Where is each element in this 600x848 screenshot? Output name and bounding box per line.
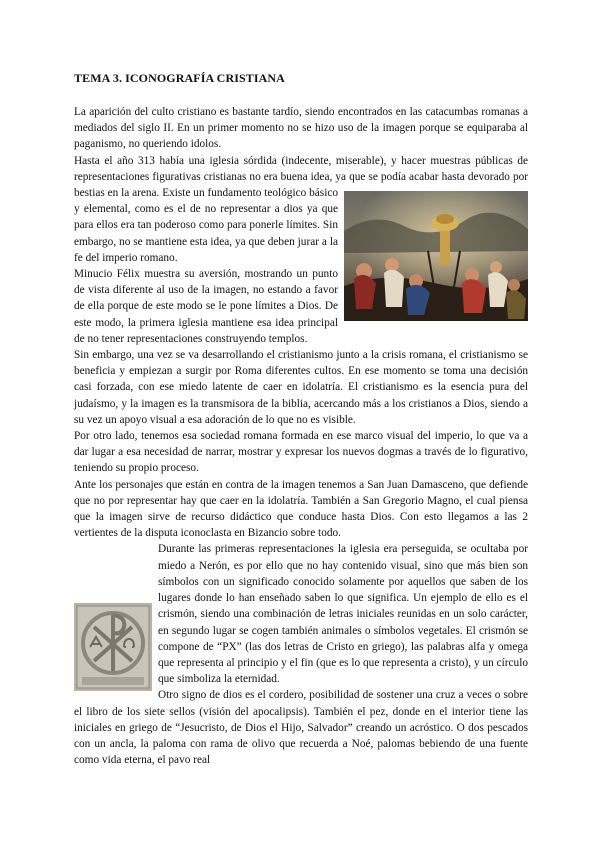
paragraph-2: Hasta el año 313 había una iglesia sórdida (indecente, miserable), y hacer muestras públicas de representaciones figurativas cristianas no era buena idea, ya que se podía acabar hasta devorado por bestias en la arena. Existe un fundamento teológico básico y elemental, como es el de no representar a dios ya que para ellos era tan poderoso como para ponerle límites. Sin embargo, no se mantiene esta idea, ya que deben jurar a la fe del imperio romano.: [74, 154, 528, 264]
paragraph-3: Minucio Félix muestra su aversión, mostrando un punto de vista diferente al uso de la imagen, no estando a favor de ella porque de este modo se le pone límites a Dios. De este modo, la primera iglesia mantiene esa idea principal de no tener representaciones construyendo templos.: [74, 268, 338, 345]
painting-image: [344, 191, 528, 321]
painting-illustration: [344, 191, 528, 321]
paragraph-8: Otro signo de dios es el cordero, posibilidad de sostener una cruz a veces o sobre el libro de los siete sellos (visión del apocalipsis). También el pez, donde en el interior tiene las iniciales en griego de “Jesucristo, de Dios el Hijo, Salvador” creando un acróstico. O dos pescados con un ancla, la paloma con rama de olivo que recuerda a Noé, palomas bebiendo de una fuente como vida eterna, el pavo real: [74, 689, 528, 767]
chrismon-illustration: [74, 603, 152, 691]
paragraph-5: Por otro lado, tenemos esa sociedad romana formada en ese marco visual del imperio, lo que va a dar lugar a esa necesidad de narrar, mostrar y expresar los nuevos dogmas a través de lo figurativo, teniendo su propio proceso.: [74, 430, 528, 475]
paragraph-1: La aparición del culto cristiano es bastante tardío, siendo encontrados en las catacumbas romanas a mediados del siglo II. En un primer momento no se hizo uso de la imagen porque se equiparaba al paganismo, no queriendo idolos.: [74, 106, 528, 151]
page-title: TEMA 3. ICONOGRAFÍA CRISTIANA: [74, 71, 285, 85]
document-body: [74, 104, 528, 768]
paragraph-4: Sin embargo, una vez se va desarrollando el cristianismo junto a la crisis romana, el cristianismo se beneficia y empiezan a surgir por Roma diferentes cultos. En ese momento se toma una decisión casi forzada, con ese miedo latente de caer en idolatría. El cristianismo es la esencia pura del judaísmo, y la imagen es la transmisora de la biblia, acercando más a los cristianos a Dios, siendo a su vez un apoyo visual a esa adoración de lo que no es visible.: [74, 349, 528, 426]
paragraph-6: Ante los personajes que están en contra de la imagen tenemos a San Juan Damasceno, que defiende que no por representar hay que caer en la idolatría. También a San Gregorio Magno, el cual piensa que la imagen sirve de recurso didáctico que conduce hasta Dios. Con esto llegamos a las 2 vertientes de la disputa iconoclasta en Bizancio sobre todo.: [74, 478, 528, 540]
chrismon-image: [74, 603, 152, 691]
paragraph-7: Durante las primeras representaciones la iglesia era perseguida, se ocultaba por miedo a Nerón, es por ello que no hay contenido visual, sino que más bien son símbolos con un significado conocido solamente por aquellos que saben de los lugares donde lo han enseñado saben lo que significa. Un ejemplo de ello es el crismón, siendo una combinación de letras iniciales reunidas en un solo carácter, en segundo lugar se cogen también animales o símbolos vegetales. El crismón se compone de “PX” (las dos letras de Cristo en griego), las palabras alfa y omega que representa al principio y el fin (que es lo que representa a cristo), y un círculo que simboliza la eternidad.: [158, 543, 528, 686]
